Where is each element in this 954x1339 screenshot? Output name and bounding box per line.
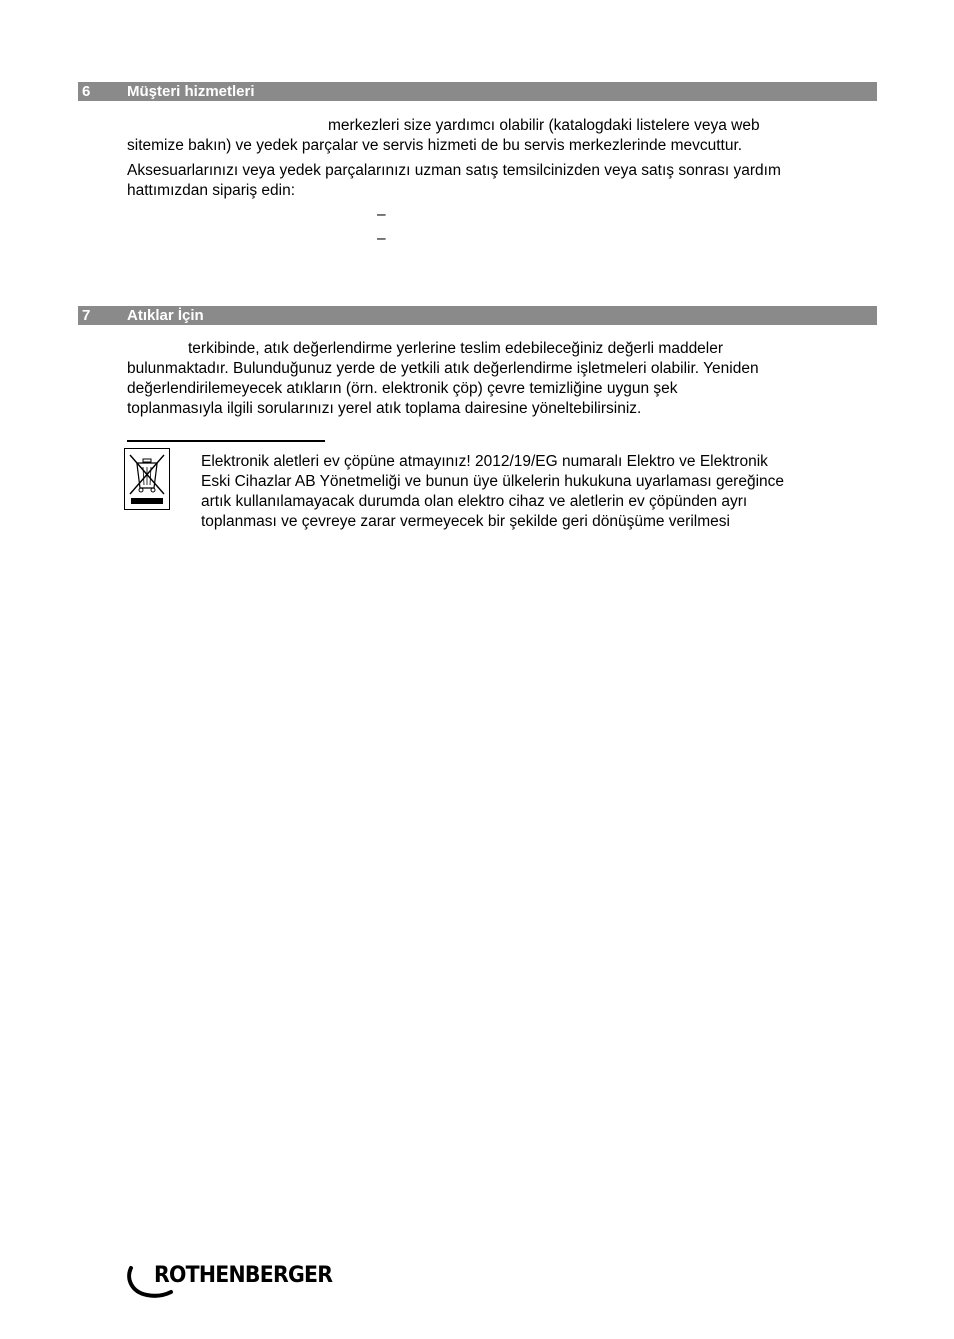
section-7-header (78, 306, 877, 325)
notice-line: Elektronik aletleri ev çöpüne atmayınız! 2012/19/EG numaralı Elektro ve Elektronik (201, 453, 768, 470)
crossed-out-wheelie-bin-icon (124, 448, 170, 510)
notice-line: artık kullanılamayacak durumda olan elektro cihaz ve aletlerin ev çöpünden ayrı (201, 493, 748, 510)
notice-line: toplanması ve çevreye zarar vermeyecek bir şekilde geri dönüşüme verilmesi (201, 513, 730, 530)
paragraph-line: bulunmaktadır. Bulunduğunuz yerde de yetkili atık değerlendirme işletmeleri olabilir. Yeniden (127, 360, 759, 377)
paragraph-line: hattımızdan sipariş edin: (127, 182, 296, 199)
section-number: 6 (82, 83, 91, 100)
paragraph-line: terkibinde, atık değerlendirme yerlerine teslim edebileceğiniz değerli maddeler (188, 340, 724, 357)
section-title: Atıklar İçin (127, 307, 204, 324)
rothenberger-logo (125, 1262, 365, 1298)
logo-text: ROTHENBERGER (154, 1263, 333, 1288)
customer-service-paragraph (127, 116, 877, 156)
paragraph-line: sitemize bakın) ve yedek parçalar ve servis hizmeti de bu servis merkezlerinde mevcuttur. (127, 137, 743, 154)
weee-notice-text (201, 452, 877, 532)
dash-list-item: – (377, 230, 386, 247)
disposal-paragraph (127, 339, 877, 419)
section-title: Müşteri hizmetleri (127, 83, 255, 100)
paragraph-line: Aksesuarlarınızı veya yedek parçalarınızı uzman satış temsilcinizden veya satış sonrası yardım (127, 162, 781, 179)
section-6-header (78, 82, 877, 101)
section-number: 7 (82, 307, 91, 324)
paragraph-line: toplanmasıyla ilgili sorularınızı yerel atık toplama dairesine yöneltebilirsiniz. (127, 400, 642, 417)
horizontal-rule (127, 440, 325, 442)
paragraph-line: merkezleri size yardımcı olabilir (katalogdaki listelere veya web (328, 117, 760, 134)
dash-list-item: – (377, 206, 386, 223)
order-paragraph (127, 161, 877, 201)
paragraph-line: değerlendirilemeyecek atıkların (örn. elektronik çöp) çevre temizliğine uygun şek (127, 380, 678, 397)
notice-line: Eski Cihazlar AB Yönetmeliği ve bunun üye ülkelerin hukukuna uyarlaması gereğince (201, 473, 785, 490)
